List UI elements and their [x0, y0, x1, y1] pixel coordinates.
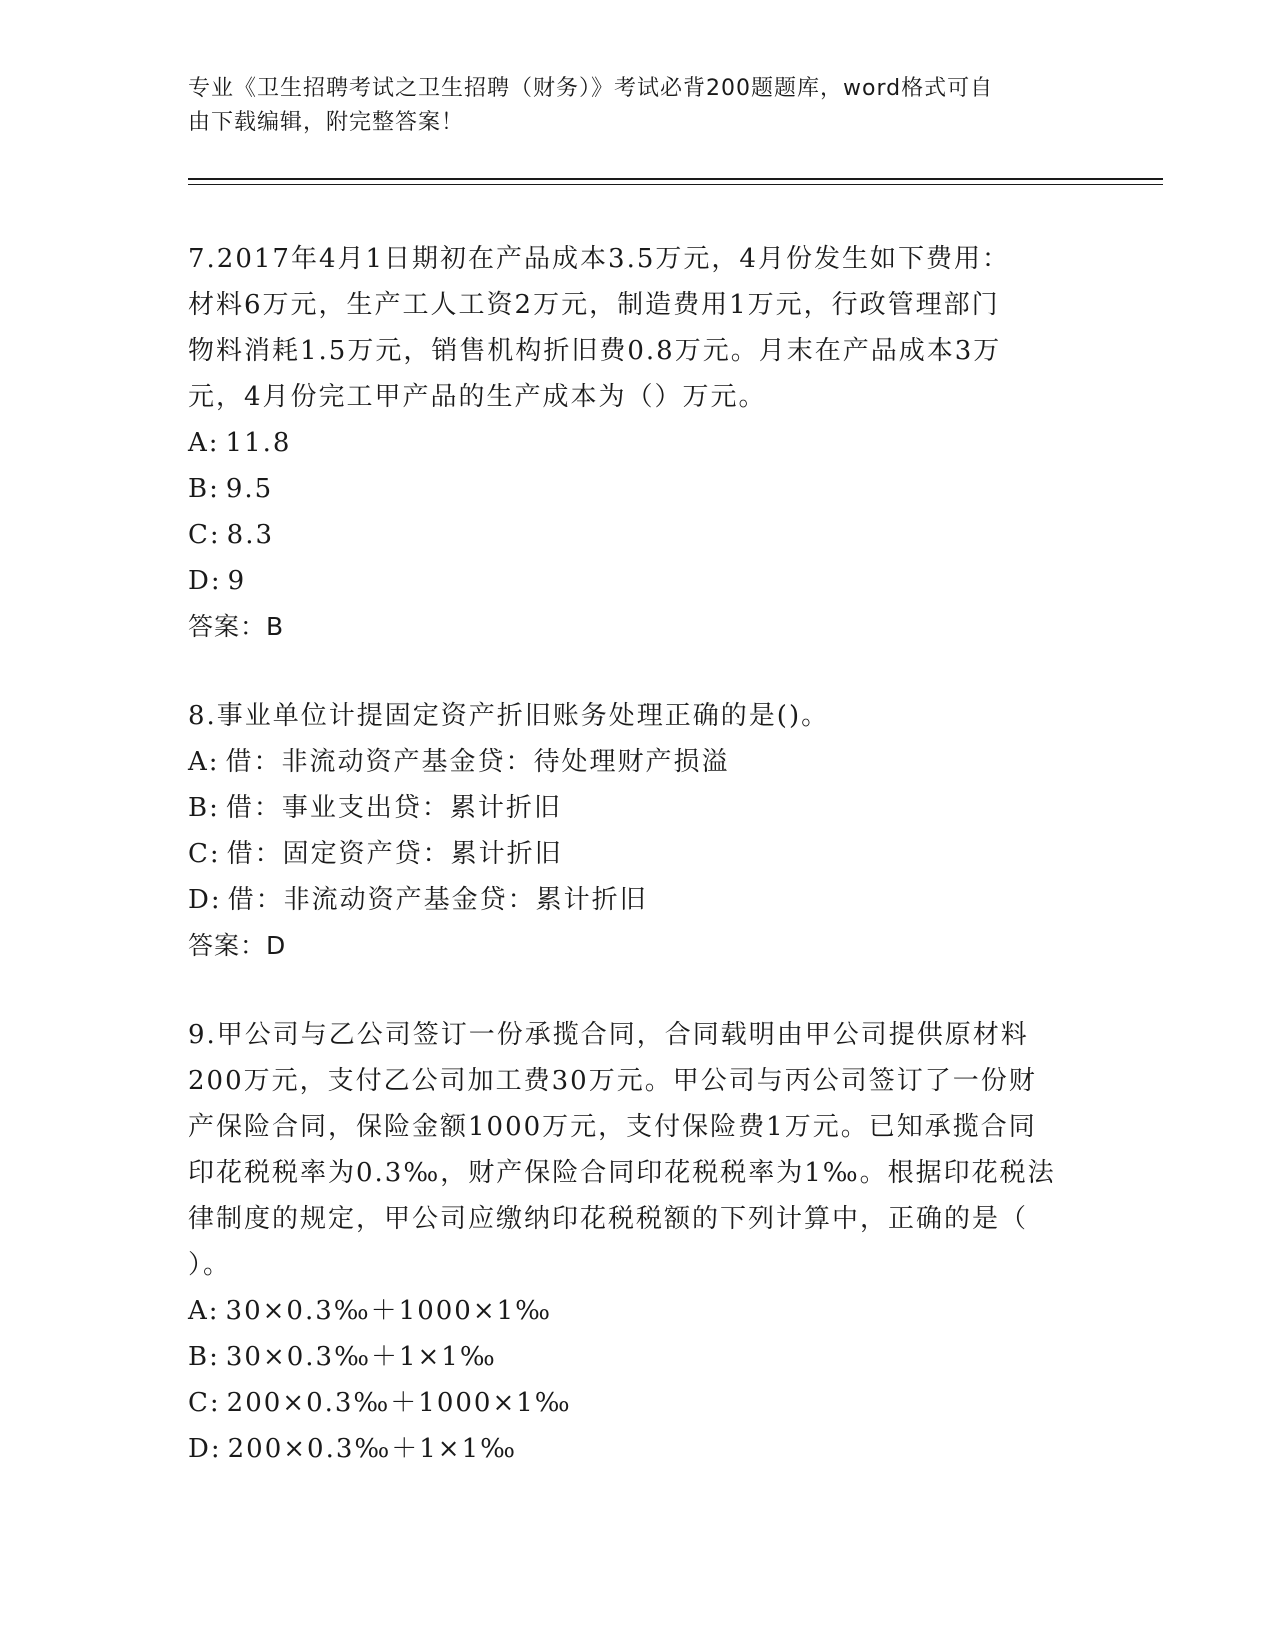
option-c	[188, 512, 1088, 558]
document-header	[188, 72, 1088, 140]
stem-line: 7.2017年4月1日期初在产品成本3.5万元，4月份发生如下费用：	[188, 244, 1010, 274]
stem-line: 8.事业单位计提固定资产折旧账务处理正确的是()。	[188, 701, 830, 731]
option-b	[188, 1334, 1088, 1380]
option-text: 借：非流动资产基金贷：累计折旧	[227, 885, 648, 915]
stem-line: 9.甲公司与乙公司签订一份承揽合同，合同载明由甲公司提供原材料	[188, 1020, 1029, 1050]
option-label: A:	[188, 428, 220, 458]
question-7	[188, 236, 1088, 650]
option-label: A:	[188, 1296, 220, 1326]
option-b	[188, 466, 1088, 512]
option-d	[188, 558, 1088, 604]
option-label: A:	[188, 747, 220, 777]
option-label: D:	[188, 885, 222, 915]
option-text: 借：固定资产贷：累计折旧	[226, 839, 563, 869]
header-line-2: 由下载编辑，附完整答案！	[188, 110, 465, 135]
stem-line: 产保险合同，保险金额1000万元，支付保险费1万元。已知承揽合同	[188, 1112, 1037, 1142]
question-8	[188, 693, 1088, 969]
option-label: C:	[188, 1388, 221, 1418]
option-text: 200×0.3‰＋1000×1‰	[226, 1388, 572, 1418]
option-text: 200×0.3‰＋1×1‰	[227, 1434, 518, 1464]
option-label: D:	[188, 566, 222, 596]
option-c	[188, 1380, 1088, 1426]
stem-line: 律制度的规定，甲公司应缴纳印花税税额的下列计算中，正确的是（	[188, 1204, 1029, 1234]
header-divider-thin	[188, 184, 1163, 185]
question-stem	[188, 1012, 1088, 1288]
option-text: 30×0.3‰＋1000×1‰	[225, 1296, 553, 1326]
option-c	[188, 831, 1088, 877]
option-label: C:	[188, 520, 221, 550]
option-d	[188, 1426, 1088, 1472]
option-text: 借：事业支出贷：累计折旧	[225, 793, 562, 823]
question-stem	[188, 693, 1088, 739]
header-line-1: 专业《卫生招聘考试之卫生招聘（财务）》考试必背200题题库，word格式可自	[188, 76, 994, 101]
option-b	[188, 785, 1088, 831]
option-text: 8.3	[226, 520, 275, 550]
option-text: 借：非流动资产基金贷：待处理财产损溢	[225, 747, 730, 777]
option-a	[188, 420, 1088, 466]
option-a	[188, 739, 1088, 785]
option-d	[188, 877, 1088, 923]
question-stem	[188, 236, 1088, 420]
answer: 答案：B	[188, 612, 285, 641]
question-9	[188, 1012, 1088, 1472]
option-label: B:	[188, 793, 220, 823]
stem-line: 材料6万元，生产工人工资2万元，制造费用1万元，行政管理部门	[188, 290, 1000, 320]
option-label: B:	[188, 474, 220, 504]
header-divider-thick	[188, 178, 1163, 180]
option-a	[188, 1288, 1088, 1334]
option-text: 9.5	[225, 474, 274, 504]
stem-line: 元，4月份完工甲产品的生产成本为（）万元。	[188, 382, 767, 412]
option-label: B:	[188, 1342, 220, 1372]
option-label: C:	[188, 839, 221, 869]
option-text: 11.8	[225, 428, 292, 458]
stem-line: 物料消耗1.5万元，销售机构折旧费0.8万元。月末在产品成本3万	[188, 336, 1002, 366]
option-text: 9	[227, 566, 247, 596]
option-label: D:	[188, 1434, 222, 1464]
stem-line: 200万元，支付乙公司加工费30万元。甲公司与丙公司签订了一份财	[188, 1066, 1037, 1096]
answer: 答案：D	[188, 931, 287, 960]
stem-line: 印花税税率为0.3‰，财产保险合同印花税税率为1‰。根据印花税法	[188, 1158, 1056, 1188]
option-text: 30×0.3‰＋1×1‰	[225, 1342, 497, 1372]
stem-line: ）。	[188, 1250, 232, 1280]
